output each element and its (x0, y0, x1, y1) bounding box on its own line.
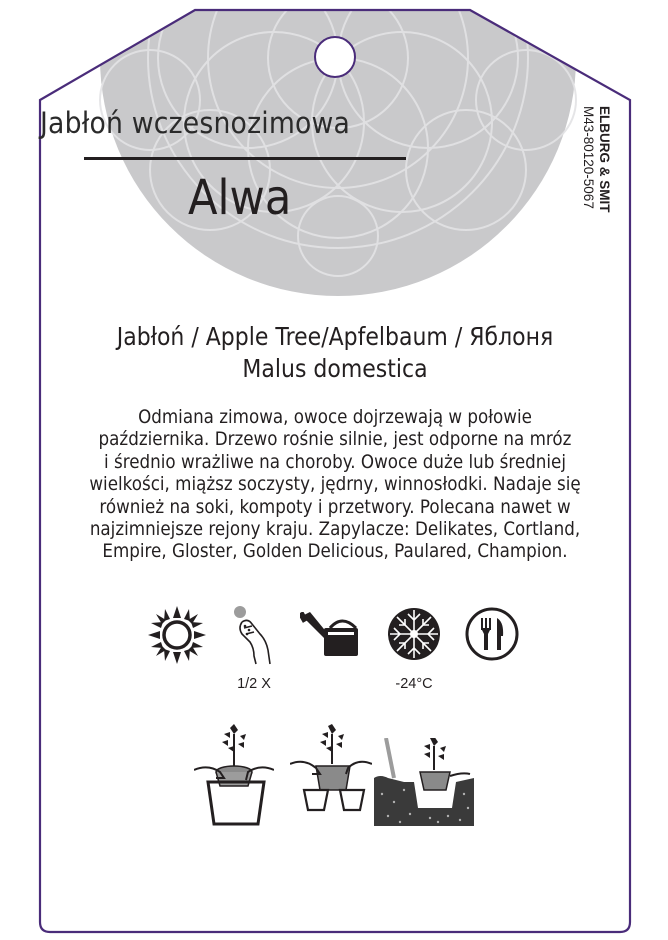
seed-planting-icon (230, 604, 278, 666)
fork-knife-icon (464, 606, 520, 662)
plant-in-soil-icon (374, 738, 474, 826)
brand-code-block (576, 104, 616, 244)
title-divider (84, 157, 406, 160)
description (60, 407, 610, 564)
description-line: Odmiana zimowa, owoce dojrzewają w połowie (138, 407, 532, 428)
frost-hardiness-caption: -24°C (395, 676, 433, 692)
description-line: Empire, Gloster, Golden Delicious, Paulared, Champion. (102, 541, 568, 563)
latin-name: Malus domestica (242, 354, 428, 383)
description-line: i średnio wrażliwe na choroby. Owoce duże lub średniej (104, 451, 566, 473)
description-line: najzimniejsze rejony kraju. Zapylacze: Delikates, Cortland, (89, 519, 581, 541)
sun-icon (148, 606, 206, 664)
description-line: również na soki, kompoty i przetwory. Polecana nawet w (99, 496, 571, 518)
seed-depth-caption: 1/2 X (237, 676, 271, 692)
snowflake-icon (386, 606, 442, 662)
brand-name: ELBURG & SMIT (597, 106, 612, 213)
variety-title: Alwa (188, 170, 292, 226)
remove-pot-icon (194, 724, 274, 826)
common-names: Jabłoń / Apple Tree/Apfelbaum / Яблоня (116, 322, 554, 351)
variety-subtitle: Jabłoń wczesnozimowa (40, 106, 351, 140)
watering-can-icon (300, 612, 366, 658)
description-line: wielkości, miąższ soczysty, jędrny, winnosłodki. Nadaje się (89, 474, 581, 496)
loosen-roots-icon (290, 724, 372, 814)
hang-hole (315, 37, 355, 77)
description-line: października. Drzewo rośnie silnie, jest odporne na mróz (98, 429, 572, 451)
product-code: M43-80120-5067 (581, 106, 596, 209)
